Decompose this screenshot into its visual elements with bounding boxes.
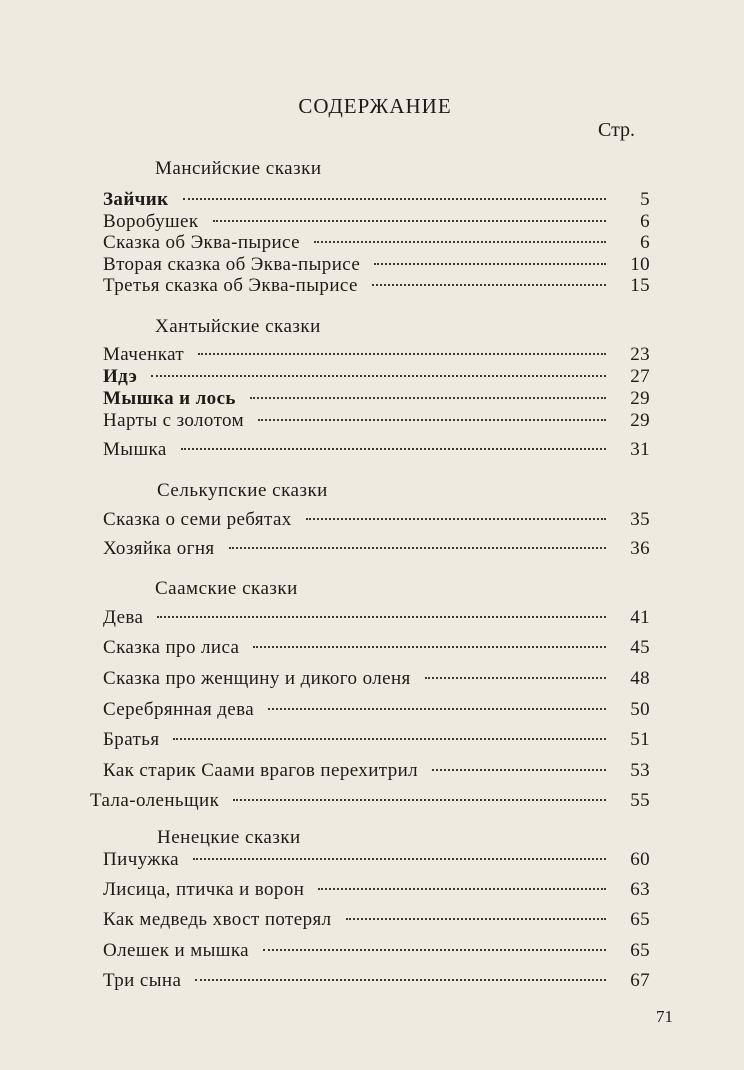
leader-dots [374, 263, 606, 265]
leader-dots [314, 241, 606, 243]
entry-title: Сказка про женщину и дикого оленя [103, 668, 411, 689]
entry-title: Дева [103, 607, 144, 628]
leader-dots [432, 769, 606, 771]
toc-entry [103, 211, 650, 233]
toc-entry [103, 637, 650, 659]
entry-title: Нарты с золотом [103, 410, 244, 431]
entry-title: Как медведь хвост потерял [103, 909, 332, 930]
toc-entry [103, 232, 650, 254]
leader-dots [372, 284, 606, 286]
leader-dots [306, 518, 606, 520]
entry-page: 60 [630, 849, 650, 870]
toc-entry [103, 254, 650, 276]
entry-page: 27 [630, 366, 650, 387]
page-column-label: Стр. [598, 119, 636, 141]
leader-dots [253, 646, 606, 648]
entry-title: Хозяйка огня [103, 538, 215, 559]
leader-dots [213, 220, 606, 222]
entry-page: 65 [630, 940, 650, 961]
entry-title: Идэ [103, 366, 138, 387]
leader-dots [183, 198, 607, 200]
toc-entry [103, 509, 650, 531]
entry-page: 45 [630, 637, 650, 658]
entry-page: 53 [630, 760, 650, 781]
entry-page: 29 [630, 388, 650, 409]
toc-entry [103, 760, 650, 782]
entry-title: Зайчик [103, 189, 169, 210]
entry-page: 41 [630, 607, 650, 628]
leader-dots [229, 547, 606, 549]
leader-dots [157, 616, 606, 618]
leader-dots [233, 799, 606, 801]
page-title: СОДЕРЖАНИЕ [298, 94, 452, 118]
leader-dots [195, 979, 606, 981]
leader-dots [425, 677, 606, 679]
toc-entry [103, 366, 650, 388]
entry-page: 67 [630, 970, 650, 991]
entry-page: 35 [630, 509, 650, 530]
entry-page: 10 [630, 254, 650, 275]
toc-entry [103, 699, 650, 721]
toc-entry [103, 344, 650, 366]
leader-dots [193, 858, 606, 860]
toc-entry [103, 607, 650, 629]
toc-entry [103, 275, 650, 297]
toc-entry [103, 388, 650, 410]
entry-title: Три сына [103, 970, 182, 991]
entry-page: 5 [640, 189, 650, 210]
leader-dots [346, 918, 606, 920]
page-number: 71 [656, 1007, 673, 1026]
leader-dots [258, 419, 606, 421]
entry-page: 51 [630, 729, 650, 750]
toc-entry [90, 790, 650, 812]
entry-page: 6 [640, 232, 650, 253]
toc-entry [103, 909, 650, 931]
entry-page: 31 [630, 439, 650, 460]
entry-page: 36 [630, 538, 650, 559]
toc-entry [103, 879, 650, 901]
entry-title: Олешек и мышка [103, 940, 249, 961]
entry-page: 15 [630, 275, 650, 296]
entry-page: 55 [630, 790, 650, 811]
toc-entry [103, 970, 650, 992]
leader-dots [198, 353, 606, 355]
toc-entry [103, 439, 650, 461]
entry-title: Третья сказка об Эква-пырисе [103, 275, 358, 296]
toc-entry [103, 668, 650, 690]
toc-entry [103, 729, 650, 751]
section-heading: Мансийские сказки [155, 158, 322, 179]
entry-title: Воробушек [103, 211, 199, 232]
entry-title: Сказка об Эква-пырисе [103, 232, 300, 253]
leader-dots [181, 448, 606, 450]
entry-title: Сказка про лиса [103, 637, 240, 658]
entry-page: 65 [630, 909, 650, 930]
leader-dots [250, 397, 606, 399]
entry-title: Сказка о семи ребятах [103, 509, 292, 530]
entry-title: Тала-оленьщик [90, 790, 220, 811]
entry-title: Лисица, птичка и ворон [103, 879, 305, 900]
section-heading: Ненецкие сказки [157, 827, 301, 848]
entry-title: Вторая сказка об Эква-пырисе [103, 254, 361, 275]
leader-dots [173, 738, 606, 740]
toc-entry [103, 410, 650, 432]
toc-entry [103, 538, 650, 560]
section-heading: Хантыйские сказки [155, 316, 321, 337]
entry-page: 50 [630, 699, 650, 720]
entry-title: Мышка и лось [103, 388, 236, 409]
entry-page: 48 [630, 668, 650, 689]
toc-entry [103, 189, 650, 211]
entry-title: Пичужка [103, 849, 179, 870]
toc-entry [103, 940, 650, 962]
entry-title: Маченкат [103, 344, 185, 365]
leader-dots [151, 375, 606, 377]
toc-entry [103, 849, 650, 871]
section-heading: Селькупские сказки [157, 480, 328, 501]
entry-title: Серебрянная дева [103, 699, 255, 720]
entry-page: 23 [630, 344, 650, 365]
entry-page: 63 [630, 879, 650, 900]
entry-title: Братья [103, 729, 160, 750]
leader-dots [318, 888, 606, 890]
entry-page: 29 [630, 410, 650, 431]
leader-dots [268, 708, 606, 710]
entry-page: 6 [640, 211, 650, 232]
entry-title: Как старик Саами врагов перехитрил [103, 760, 419, 781]
entry-title: Мышка [103, 439, 167, 460]
section-heading: Саамские сказки [155, 578, 298, 599]
leader-dots [263, 949, 606, 951]
